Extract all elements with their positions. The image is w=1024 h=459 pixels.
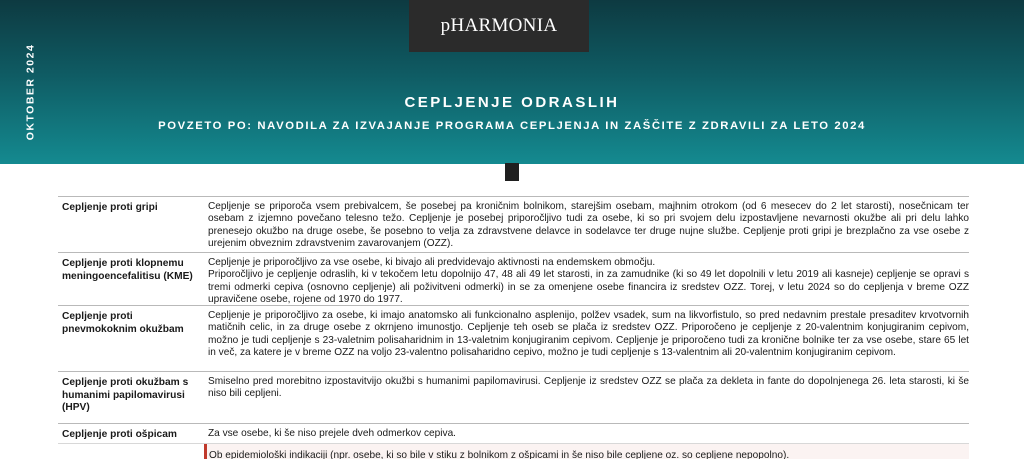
row-content — [204, 372, 969, 423]
vaccination-table — [58, 196, 969, 459]
row-content — [204, 424, 969, 443]
row-text: Cepljenje se priporoča vsem prebivalcem, še posebej pa kroničnim bolnikom, starejšim osebam, majhnim otrokom (od 6 mesecev do 2 let starosti), nosečnicam ter osebam z izjemno povečano telesno težo. Cepljenje je posebej priporočljivo tudi za osebe, ki so pri svojem delu izpostavljene nevarnosti okužbe ali pri delu lahko prenesejo okužbo na druge osebe, še posebno to velja za zdravstvene delavce in sodelavce ter druge nujne službe. Cepljenje proti gripi je brezplačno za vse osebe z urejenim obveznim zdravstvenim zavarovanjem (OZZ). — [208, 201, 969, 250]
row-label: Cepljenje proti klopnemu meningoencefalitisu (KME) — [62, 258, 193, 282]
row-content — [204, 197, 969, 252]
row-content — [204, 253, 969, 305]
row-text: Priporočljivo je cepljenje odraslih, ki v tekočem letu dopolnijo 47, 48 ali 49 let starosti, in za zamudnike (ki so 49 let dopolnili v letu 2019 ali kasneje) cepljenje se opravi s tremi odmerki cepiva (osnovno cepljenje) ali poživitveni odmerki) in se za omenjene osebe financira iz sredstev OZZ. Torej, v letu 2024 so do cepljenja v breme OZZ upravičene osebe, rojene od 1970 do 1977. — [208, 269, 969, 306]
table-row — [58, 252, 969, 305]
row-label: Cepljenje proti pnevmokoknim okužbam — [62, 311, 184, 335]
table-row — [58, 196, 969, 252]
row-text: Cepljenje je priporočljivo za osebe, ki imajo anatomsko ali funkcionalno asplenijo, polžev vsadek, sum na likvorfistulo, so pred nedavnim prestale presaditev krvotvornih matičnih celic, in za druge osebe z okrnjeno imunostjo. Cepljenje teh oseb se plača iz sredstev OZZ. Priporočeno je cepljenje z 20-valentnim konjugiranim cepivom, možno je tudi cepljenje s 23-valetnim polisaharidnim in 13-valetnim konjugiranim cepivom. Cepljenje je priporočeno tudi za kronične bolnike ter za vse osebe, stare 65 let in več, za katere je v breme OZZ na voljo 23-valentno polisaharidno cepivo, možno je tudi cepljenje s 13-valentnim ali 20-valentnim konjugiranim cepivom. — [208, 310, 969, 359]
row-label — [58, 444, 204, 459]
table-row — [58, 423, 969, 443]
header-banner — [0, 0, 1024, 164]
side-date-text: OKTOBER 2024 — [24, 43, 36, 141]
row-text: Cepljenje je priporočljivo za vse osebe, ki bivajo ali predvidevajo aktivnosti na endemskem območju. — [208, 257, 656, 268]
brand-logo — [409, 0, 589, 52]
logo-text: pHARMONIA — [440, 15, 558, 36]
row-content — [204, 306, 969, 371]
row-label: Cepljenje proti okužbam s humanimi papilomavirusi (HPV) — [62, 377, 189, 413]
row-text: Smiselno pred morebitno izpostavitvijo okužbi s humanimi papilomavirusi. Cepljenje iz sredstev OZZ se plača za dekleta in fante do dopolnjenega 26. leta starosti, ki še niso bili cepljeni. — [208, 376, 969, 400]
table-row — [58, 305, 969, 371]
row-label: Cepljenje proti ošpicam — [62, 429, 177, 440]
row-text: Ob epidemiološki indikaciji (npr. osebe, ki so bile v stiku z bolnikom z ošpicami in še niso bile cepljene oz. so cepljene nepopolno). — [209, 450, 790, 459]
page-subtitle: POVZETO PO: NAVODILA ZA IZVAJANJE PROGRAMA CEPLJENJA IN ZAŠČITE Z ZDRAVILI ZA LETO 2024 — [158, 120, 866, 132]
row-label: Cepljenje proti gripi — [62, 202, 158, 213]
section-marker — [505, 163, 519, 181]
table-row — [58, 443, 969, 459]
row-content — [204, 444, 969, 459]
table-row — [58, 371, 969, 423]
row-text: Za vse osebe, ki še niso prejele dveh odmerkov cepiva. — [208, 428, 456, 439]
page-title: CEPLJENJE ODRASLIH — [404, 94, 620, 111]
